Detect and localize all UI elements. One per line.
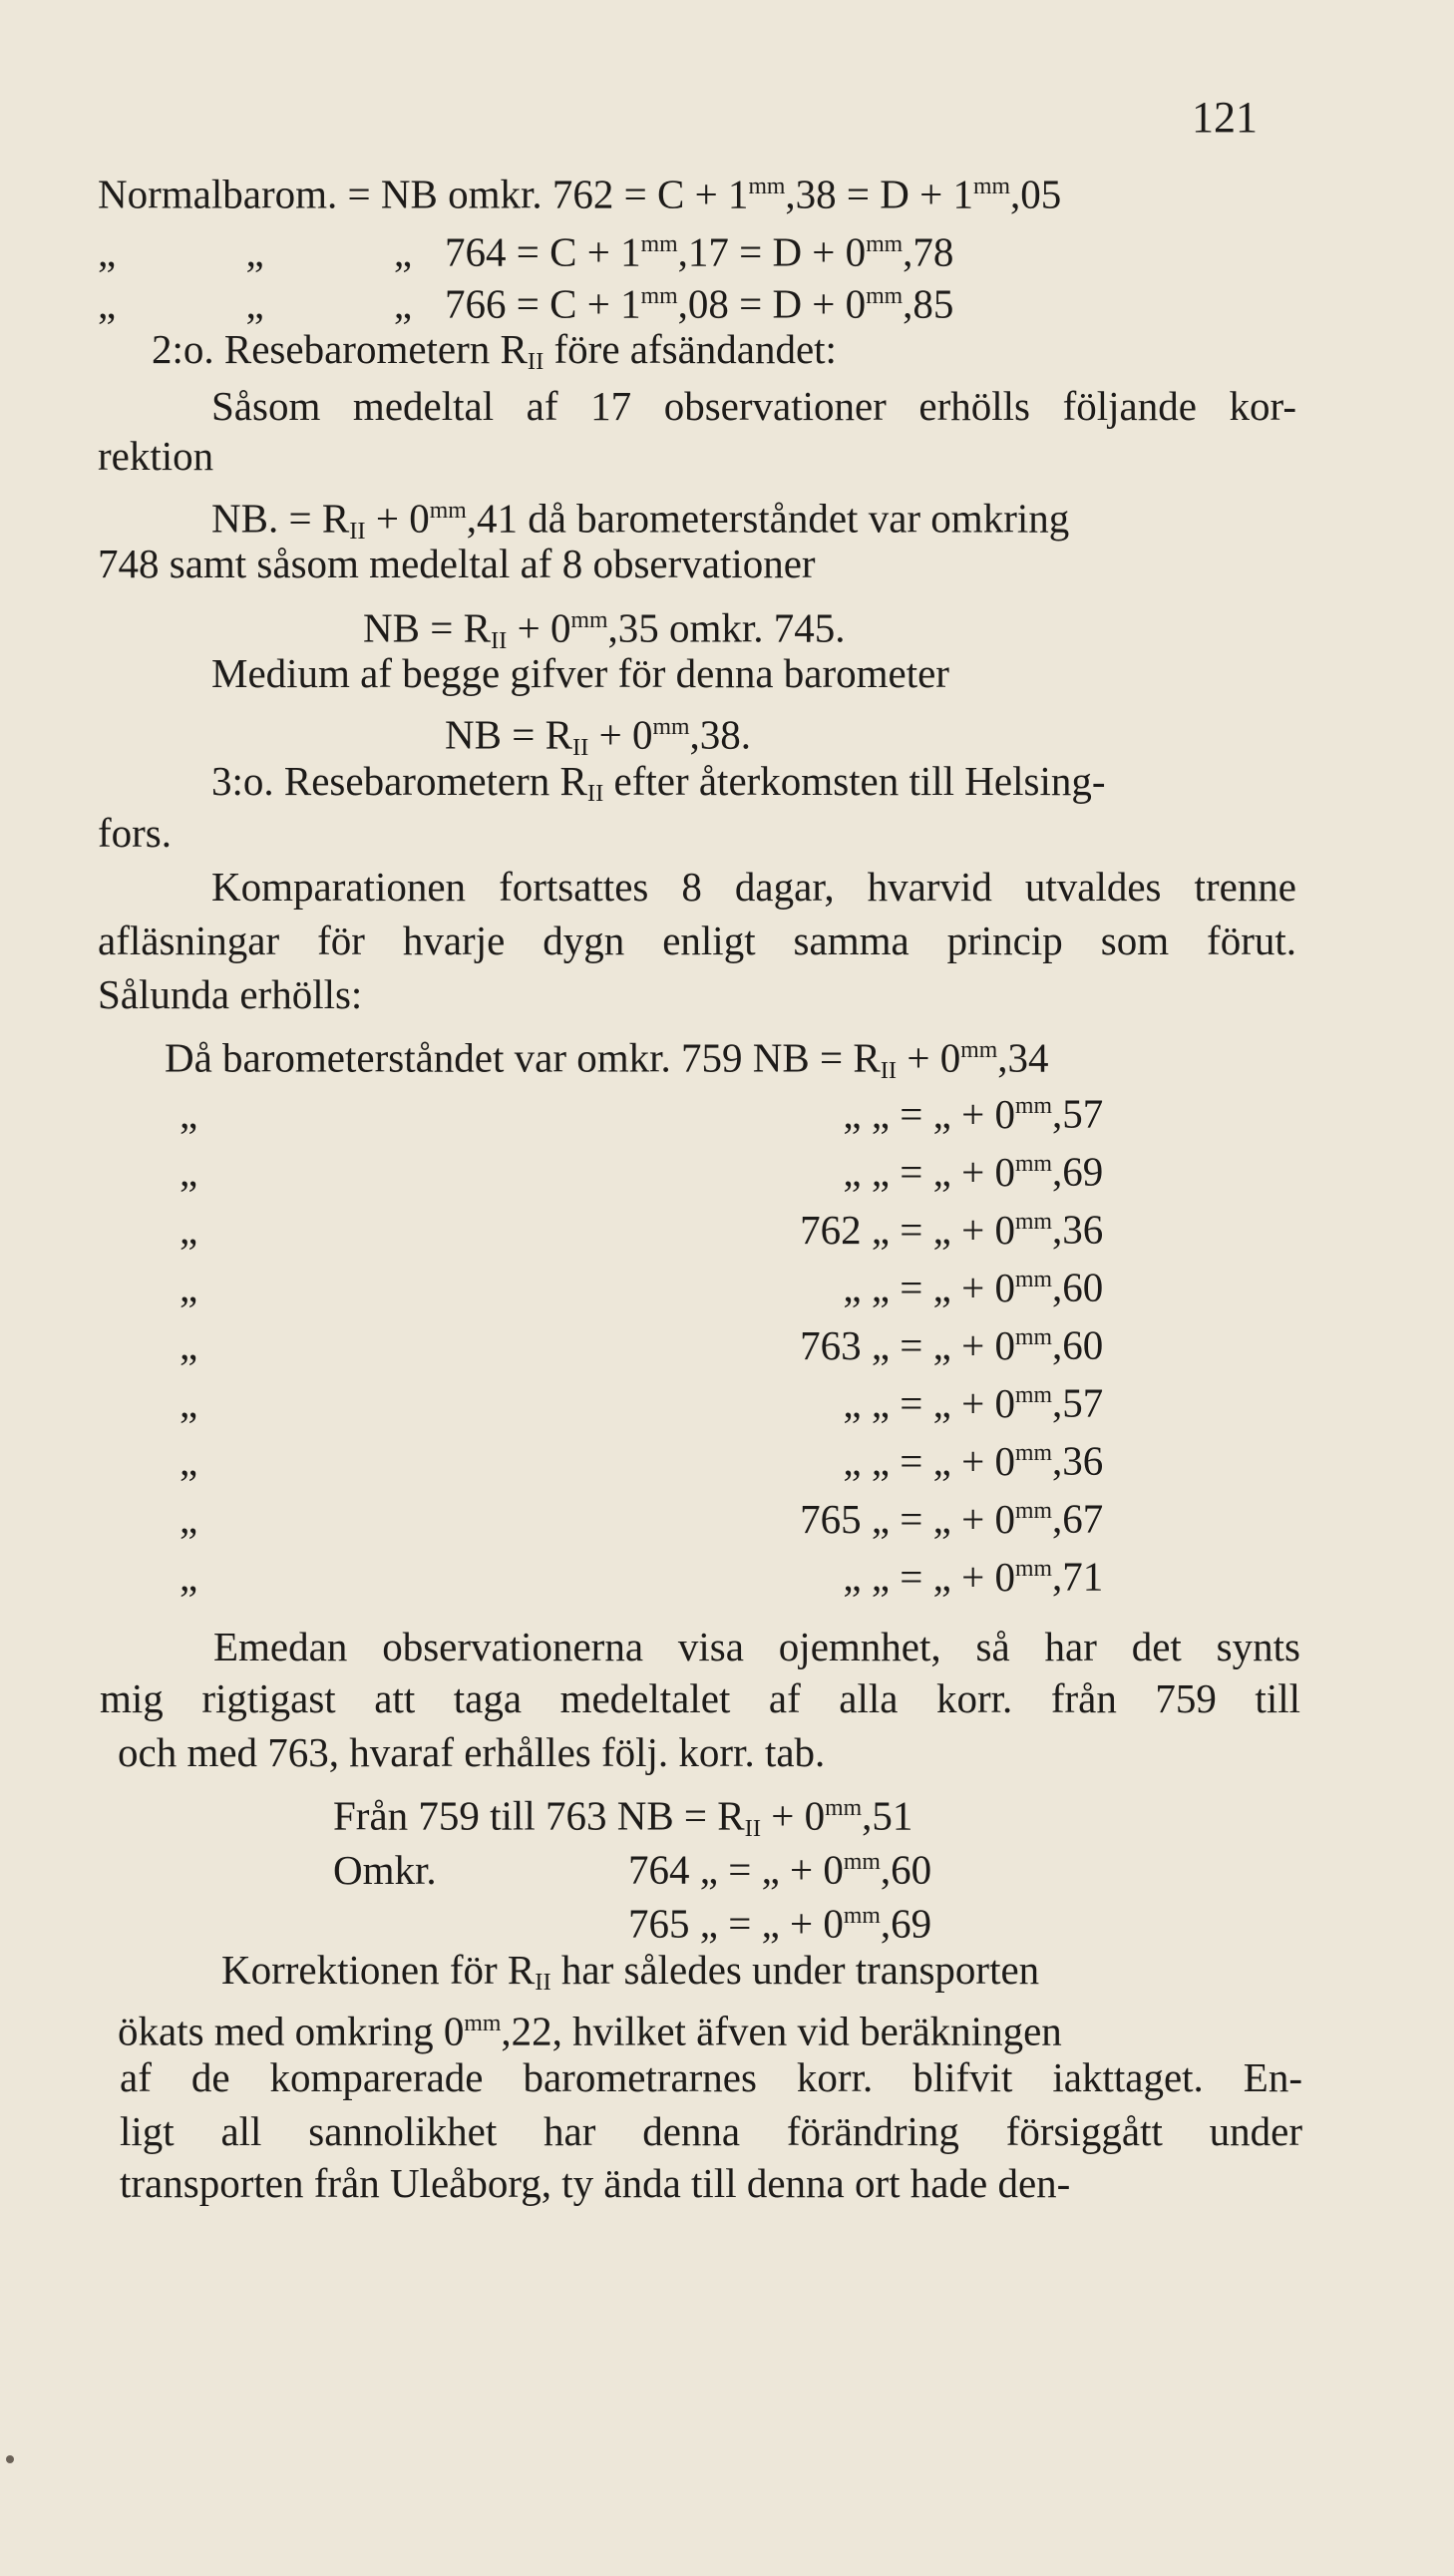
unit-superscript: mm xyxy=(1015,1209,1052,1235)
text-span: 764 = C + 1 xyxy=(445,228,641,275)
ink-spot xyxy=(6,2455,14,2463)
unit-superscript: mm xyxy=(866,283,904,309)
text-span: ,60 xyxy=(880,1846,932,1893)
ditto-mark: „ xyxy=(180,1206,198,1253)
text-span: Då barometerståndet var omkr. 759 NB = R xyxy=(165,1034,881,1081)
row-formula: „ „ = „ + 0 xyxy=(843,1437,1015,1484)
text-line xyxy=(213,1622,1300,1671)
text-span: ,78 xyxy=(903,228,954,275)
text-line xyxy=(98,219,953,277)
text-span: NB = R xyxy=(363,604,491,651)
row-formula: 765 „ = „ + 0 xyxy=(800,1495,1015,1542)
row-formula: „ „ = „ + 0 xyxy=(843,1264,1015,1310)
ditto-marks: „ „ „ xyxy=(98,228,473,275)
unit-superscript: mm xyxy=(1015,1440,1052,1466)
row-value: ,69 xyxy=(1051,1148,1104,1195)
text-span: Emedan observationerna visa ojemnhet, så har det synts xyxy=(213,1624,1300,1669)
text-line: transporten från Uleåborg, ty ända till denna ort hade den- xyxy=(120,2160,1071,2206)
unit-superscript: mm xyxy=(640,231,678,257)
table-row xyxy=(180,1255,1103,1312)
text-span: ,69 xyxy=(880,1900,932,1947)
text-span: ,22, hvilket äfven vid beräkningen xyxy=(501,2008,1062,2054)
unit-superscript: mm xyxy=(652,714,690,740)
table-row xyxy=(180,1486,1103,1544)
text-span: efter återkomsten till Helsing- xyxy=(603,758,1106,804)
subscript: II xyxy=(535,1969,551,1997)
text-line: Sålunda erhölls: xyxy=(98,971,363,1017)
ditto-mark: „ xyxy=(180,1148,198,1195)
text-span: ,05 xyxy=(1010,171,1062,217)
unit-superscript: mm xyxy=(973,174,1011,199)
text-span: ,51 xyxy=(862,1792,913,1839)
text-line xyxy=(98,916,1296,965)
row-formula: „ „ = „ + 0 xyxy=(843,1379,1015,1426)
text-span: före afsändandet: xyxy=(544,326,837,372)
text-line xyxy=(120,2106,1302,2156)
text-span: mig rigtigast att taga medeltalet af alla korr. från 759 till xyxy=(100,1675,1300,1721)
ditto-mark: „ xyxy=(180,1379,198,1426)
row-value: ,36 xyxy=(1051,1206,1104,1253)
ditto-mark: „ xyxy=(180,1553,198,1600)
text-span: ökats med omkring 0 xyxy=(118,2008,465,2054)
text-span: ,08 = D + 0 xyxy=(677,280,867,327)
row-formula: „ „ = „ + 0 xyxy=(843,1090,1015,1137)
text-span: af de komparerade barometrarnes korr. blifvit iakttaget. En- xyxy=(120,2054,1302,2100)
subscript: II xyxy=(527,348,545,376)
text-span: ,41 då barometerståndet var omkring xyxy=(466,495,1070,542)
unit-superscript: mm xyxy=(843,1903,881,1929)
text-span: ,38 = D + 1 xyxy=(785,171,974,217)
subscript: II xyxy=(349,517,366,545)
unit-superscript: mm xyxy=(464,2011,502,2036)
text-line xyxy=(628,1891,931,1949)
text-span: + 0 xyxy=(897,1034,961,1081)
ditto-mark: „ xyxy=(180,1495,198,1542)
row-value: ,71 xyxy=(1051,1553,1104,1600)
ditto-mark: „ xyxy=(180,1090,198,1137)
ditto-mark: „ xyxy=(180,1437,198,1484)
row-formula: „ „ = „ + 0 xyxy=(843,1553,1015,1600)
text-line: Medium af begge gifver för denna barometer xyxy=(211,650,949,696)
text-span: ,85 xyxy=(903,280,954,327)
text-span: NB = R xyxy=(445,711,572,758)
text-line: fors. xyxy=(98,810,173,856)
text-span: har således under transporten xyxy=(550,1947,1040,1993)
unit-superscript: mm xyxy=(1015,1382,1052,1408)
text-span: ,34 xyxy=(997,1034,1049,1081)
table-row xyxy=(180,1544,1103,1602)
text-line xyxy=(118,1999,1062,2056)
text-span: Komparationen fortsattes 8 dagar, hvarvid utvaldes trenne xyxy=(211,864,1296,910)
text-span: Normalbarom. = NB omkr. 762 = C + 1 xyxy=(98,171,749,217)
text-line xyxy=(211,381,1296,431)
subscript: II xyxy=(586,780,604,808)
text-span: 764 „ = „ + 0 xyxy=(628,1846,844,1893)
subscript: II xyxy=(571,733,589,761)
text-line: rektion xyxy=(98,433,214,479)
text-line xyxy=(333,1837,931,1895)
subscript: II xyxy=(490,626,508,654)
unit-superscript: mm xyxy=(748,174,786,199)
text-span: ,35 omkr. 745. xyxy=(607,604,846,651)
unit-superscript: mm xyxy=(1015,1556,1052,1582)
table-row xyxy=(180,1312,1103,1370)
subscript: II xyxy=(880,1056,898,1084)
text-line xyxy=(98,271,953,329)
text-span: NB. = R xyxy=(211,495,350,542)
text-line: 748 samt såsom medeltal af 8 observationer xyxy=(98,541,816,586)
text-span: ,38. xyxy=(689,711,751,758)
text-span: 766 = C + 1 xyxy=(445,280,641,327)
row-value: ,67 xyxy=(1051,1495,1104,1542)
text-span: 3:o. Resebarometern R xyxy=(211,758,587,804)
unit-superscript: mm xyxy=(640,283,678,309)
text-span: ligt all sannolikhet har denna förändring försiggått under xyxy=(120,2108,1302,2154)
row-value: ,60 xyxy=(1051,1264,1104,1310)
text-span: + 0 xyxy=(761,1792,826,1839)
text-span: Såsom medeltal af 17 observationer erhölls följande kor- xyxy=(211,383,1296,429)
unit-superscript: mm xyxy=(1015,1498,1052,1524)
table-row xyxy=(180,1081,1103,1139)
ditto-mark: „ xyxy=(180,1264,198,1310)
unit-superscript: mm xyxy=(960,1037,998,1063)
text-line xyxy=(100,1673,1300,1723)
text-line xyxy=(152,324,837,387)
text-span: Från 759 till 763 NB = R xyxy=(333,1792,745,1839)
unit-superscript: mm xyxy=(825,1795,863,1821)
text-span: ,17 = D + 0 xyxy=(677,228,867,275)
page-number: 121 xyxy=(1192,93,1258,142)
text-span: + 0 xyxy=(365,495,430,542)
unit-superscript: mm xyxy=(429,498,467,524)
ditto-marks: „ „ „ xyxy=(98,280,473,327)
row-formula: „ „ = „ + 0 xyxy=(843,1148,1015,1195)
subscript: II xyxy=(744,1814,762,1842)
row-value: ,57 xyxy=(1051,1379,1104,1426)
unit-superscript: mm xyxy=(866,231,904,257)
table-row xyxy=(180,1370,1103,1428)
text-span: 2:o. Resebarometern R xyxy=(152,326,528,372)
text-line xyxy=(120,2052,1302,2102)
row-value: ,57 xyxy=(1051,1090,1104,1137)
row-value: ,36 xyxy=(1051,1437,1104,1484)
text-line xyxy=(211,756,1106,819)
row-formula: 762 „ = „ + 0 xyxy=(800,1206,1015,1253)
text-span: afläsningar för hvarje dygn enligt samma princip som förut. xyxy=(98,918,1296,963)
text-span: + 0 xyxy=(507,604,571,651)
text-line: och med 763, hvaraf erhålles följ. korr. tab. xyxy=(118,1729,826,1775)
table-row xyxy=(180,1197,1103,1255)
unit-superscript: mm xyxy=(570,607,608,633)
text-line xyxy=(211,862,1296,912)
text-line xyxy=(98,162,1061,219)
row-value: ,60 xyxy=(1051,1321,1104,1368)
unit-superscript: mm xyxy=(1015,1267,1052,1292)
row-formula: 763 „ = „ + 0 xyxy=(800,1321,1015,1368)
text-span: + 0 xyxy=(588,711,653,758)
text-span: 765 „ = „ + 0 xyxy=(628,1900,844,1947)
ditto-mark: „ xyxy=(180,1321,198,1368)
unit-superscript: mm xyxy=(1015,1093,1052,1119)
unit-superscript: mm xyxy=(1015,1151,1052,1177)
unit-superscript: mm xyxy=(843,1849,881,1875)
unit-superscript: mm xyxy=(1015,1324,1052,1350)
table-row xyxy=(180,1139,1103,1197)
text-span: Korrektionen för R xyxy=(221,1947,536,1993)
text-span: Omkr. xyxy=(333,1846,437,1893)
table-row xyxy=(180,1428,1103,1486)
